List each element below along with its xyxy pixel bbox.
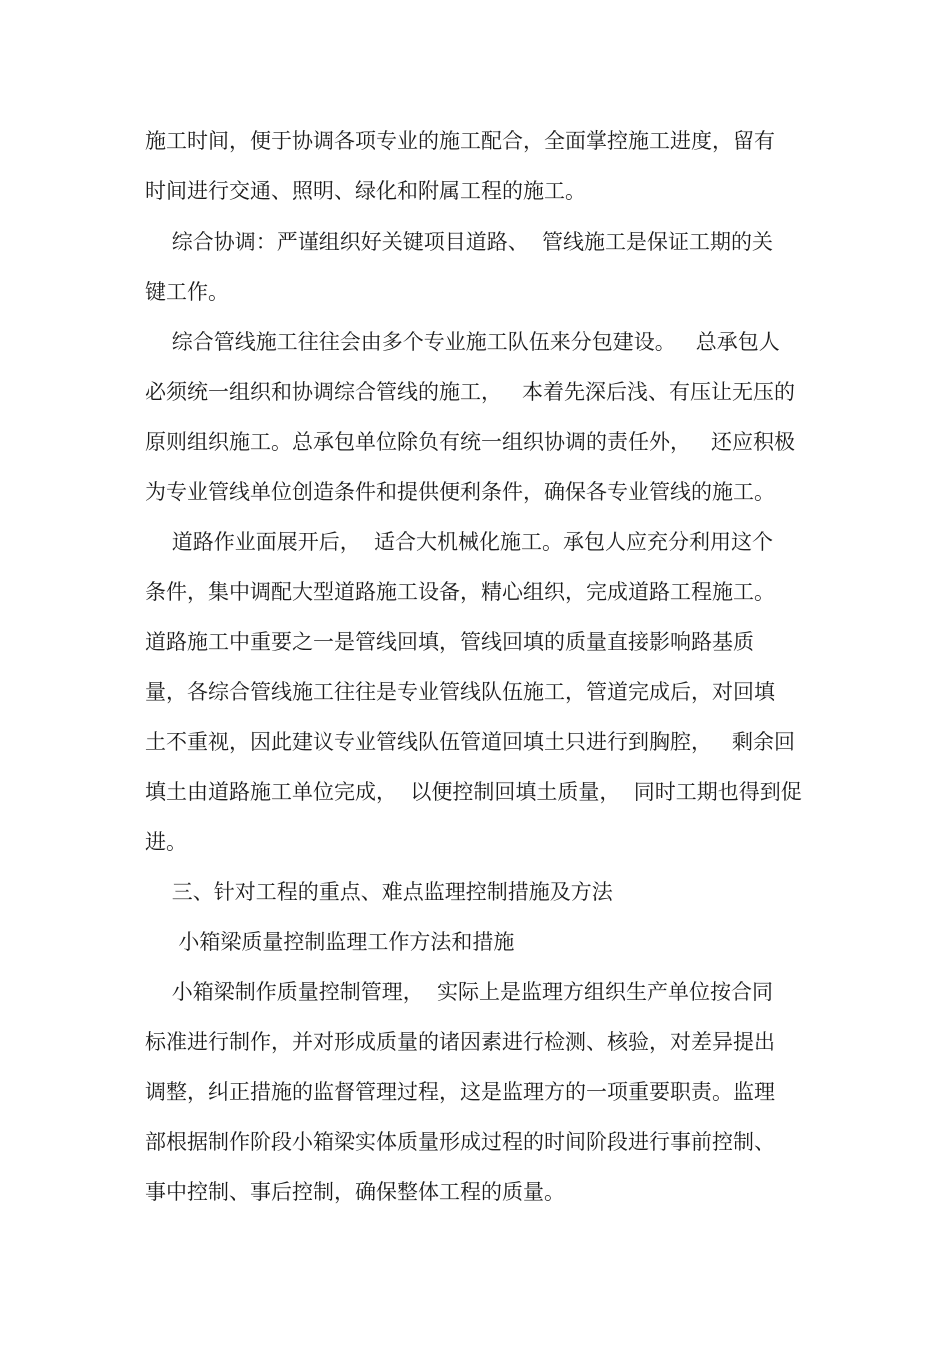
text-line: 土不重视，因此建议专业管线队伍管道回填土只进行到胸腔， 剩余回 (145, 730, 796, 754)
text-line: 综合管线施工往往会由多个专业施工队伍来分包建设。 总承包人 (145, 330, 780, 354)
text-line: 为专业管线单位创造条件和提供便利条件，确保各专业管线的施工。 (145, 480, 775, 504)
text-line: 必须统一组织和协调综合管线的施工， 本着先深后浅、有压让无压的 (145, 380, 796, 404)
text-line: 道路作业面展开后， 适合大机械化施工。承包人应充分利用这个 (145, 530, 774, 554)
text-line: 调整，纠正措施的监督管理过程，这是监理方的一项重要职责。监理 (145, 1080, 775, 1104)
text-line: 进。 (145, 830, 187, 854)
text-line: 综合协调：严谨组织好关键项目道路、 管线施工是保证工期的关 (145, 230, 774, 254)
text-line: 部根据制作阶段小箱梁实体质量形成过程的时间阶段进行事前控制、 (145, 1130, 775, 1154)
text-line: 填土由道路施工单位完成， 以便控制回填土质量， 同时工期也得到促 (145, 780, 802, 804)
text-line: 键工作。 (145, 280, 229, 304)
text-line: 事中控制、事后控制，确保整体工程的质量。 (145, 1180, 565, 1204)
text-line: 量，各综合管线施工往往是专业管线队伍施工，管道完成后，对回填 (145, 680, 775, 704)
text-line: 施工时间，便于协调各项专业的施工配合，全面掌控施工进度，留有 (145, 129, 775, 153)
text-line: 原则组织施工。总承包单位除负有统一组织协调的责任外， 还应积极 (145, 430, 796, 454)
text-line: 道路施工中重要之一是管线回填，管线回填的质量直接影响路基质 (145, 630, 754, 654)
section-heading: 三、针对工程的重点、难点监理控制措施及方法 (145, 880, 613, 904)
text-line: 条件，集中调配大型道路施工设备，精心组织，完成道路工程施工。 (145, 580, 775, 604)
text-line: 时间进行交通、照明、绿化和附属工程的施工。 (145, 179, 586, 203)
text-line: 小箱梁制作质量控制管理， 实际上是监理方组织生产单位按合同 (145, 980, 774, 1004)
text-line: 标准进行制作，并对形成质量的诸因素进行检测、核验，对差异提出 (145, 1030, 775, 1054)
subsection-heading: 小箱梁质量控制监理工作方法和措施 (145, 930, 515, 954)
